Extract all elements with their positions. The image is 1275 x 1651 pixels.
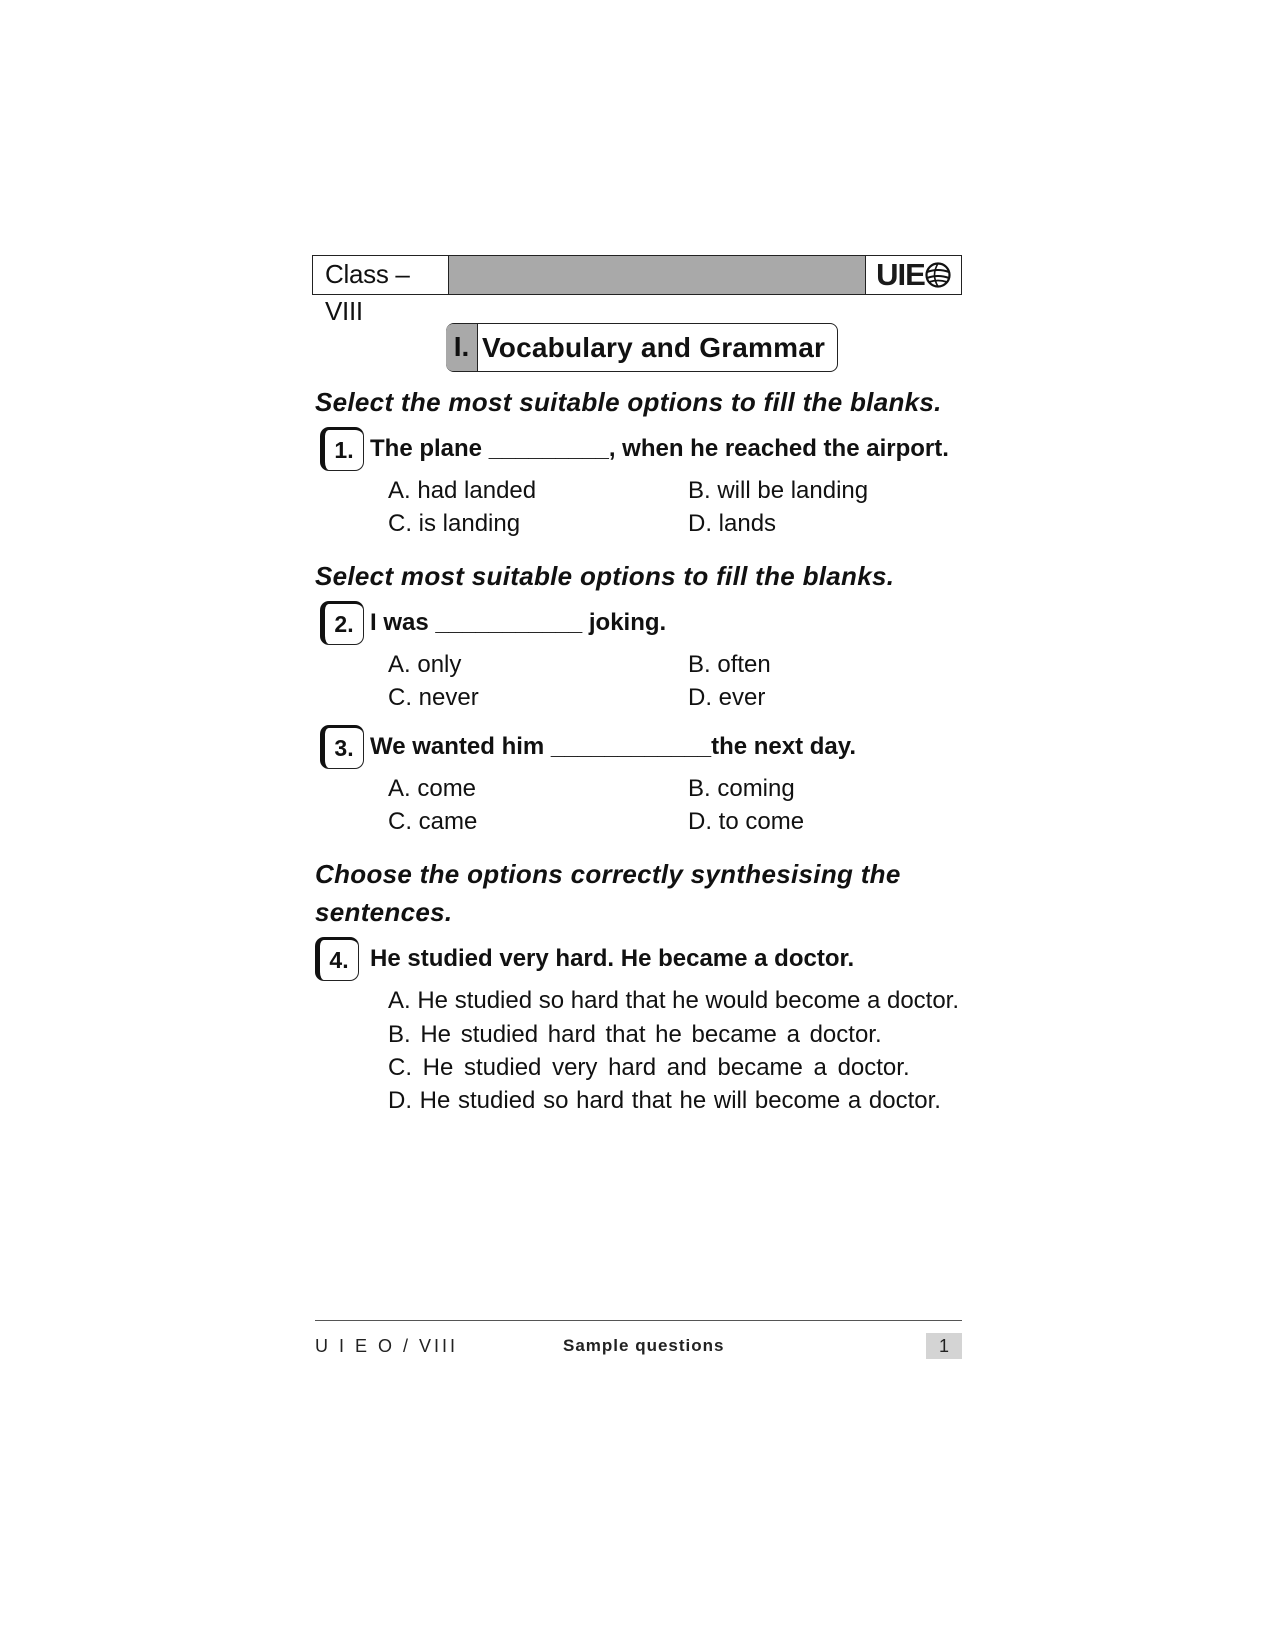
question-text: We wanted him ____________the next day. (370, 733, 857, 760)
option-a: A. had landed (388, 477, 537, 504)
globe-icon (925, 262, 951, 288)
page-number: 1 (926, 1333, 962, 1359)
option-d: D. to come (688, 808, 805, 835)
option-c: C. never (388, 684, 479, 711)
instruction-2: Select most suitable options to fill the blanks. (315, 561, 895, 591)
option-d: D. lands (688, 510, 777, 537)
question-text: He studied very hard. He became a doctor. (370, 945, 855, 972)
option-a: A. come (388, 775, 477, 802)
footer-title: Sample questions (563, 1336, 725, 1355)
option-b: B. often (688, 651, 771, 678)
question-text: The plane _________, when he reached the airport. (370, 435, 949, 462)
instruction-3-line-2: sentences. (315, 897, 453, 927)
option-a: A. only (388, 651, 462, 678)
header-fill (449, 256, 865, 294)
option-c: C. came (388, 808, 478, 835)
option-d: D. ever (688, 684, 766, 711)
footer-rule (315, 1320, 962, 1321)
question-number: 4. (315, 937, 359, 981)
section-title (446, 323, 838, 372)
option-a: A. He studied so hard that he would become a doctor. (388, 987, 960, 1014)
question-number: 1. (320, 427, 364, 471)
option-c: C. He studied very hard and became a doctor. (388, 1054, 910, 1081)
option-c: C. is landing (388, 510, 521, 537)
question-3 (320, 725, 856, 769)
instruction-1: Select the most suitable options to fill the blanks. (315, 387, 942, 417)
question-number: 3. (320, 725, 364, 769)
question-1 (320, 427, 949, 471)
section-number: I. (446, 324, 478, 371)
question-number: 2. (320, 601, 364, 645)
option-b: B. He studied hard that he became a doctor. (388, 1021, 882, 1048)
class-label: Class – VIII (313, 256, 449, 294)
footer-code: U I E O / VIII (315, 1336, 459, 1356)
instruction-3-line-1: Choose the options correctly synthesising the (315, 859, 901, 889)
logo (865, 256, 961, 294)
option-b: B. coming (688, 775, 795, 802)
section-heading: Vocabulary and Grammar (482, 331, 826, 363)
question-2 (320, 601, 666, 645)
option-d: D. He studied so hard that he will become a doctor. (388, 1087, 941, 1114)
option-b: B. will be landing (688, 477, 869, 504)
logo-text: UIE (876, 257, 925, 292)
header-bar (312, 255, 962, 326)
question-text: I was ___________ joking. (370, 609, 667, 636)
question-4 (315, 937, 854, 981)
